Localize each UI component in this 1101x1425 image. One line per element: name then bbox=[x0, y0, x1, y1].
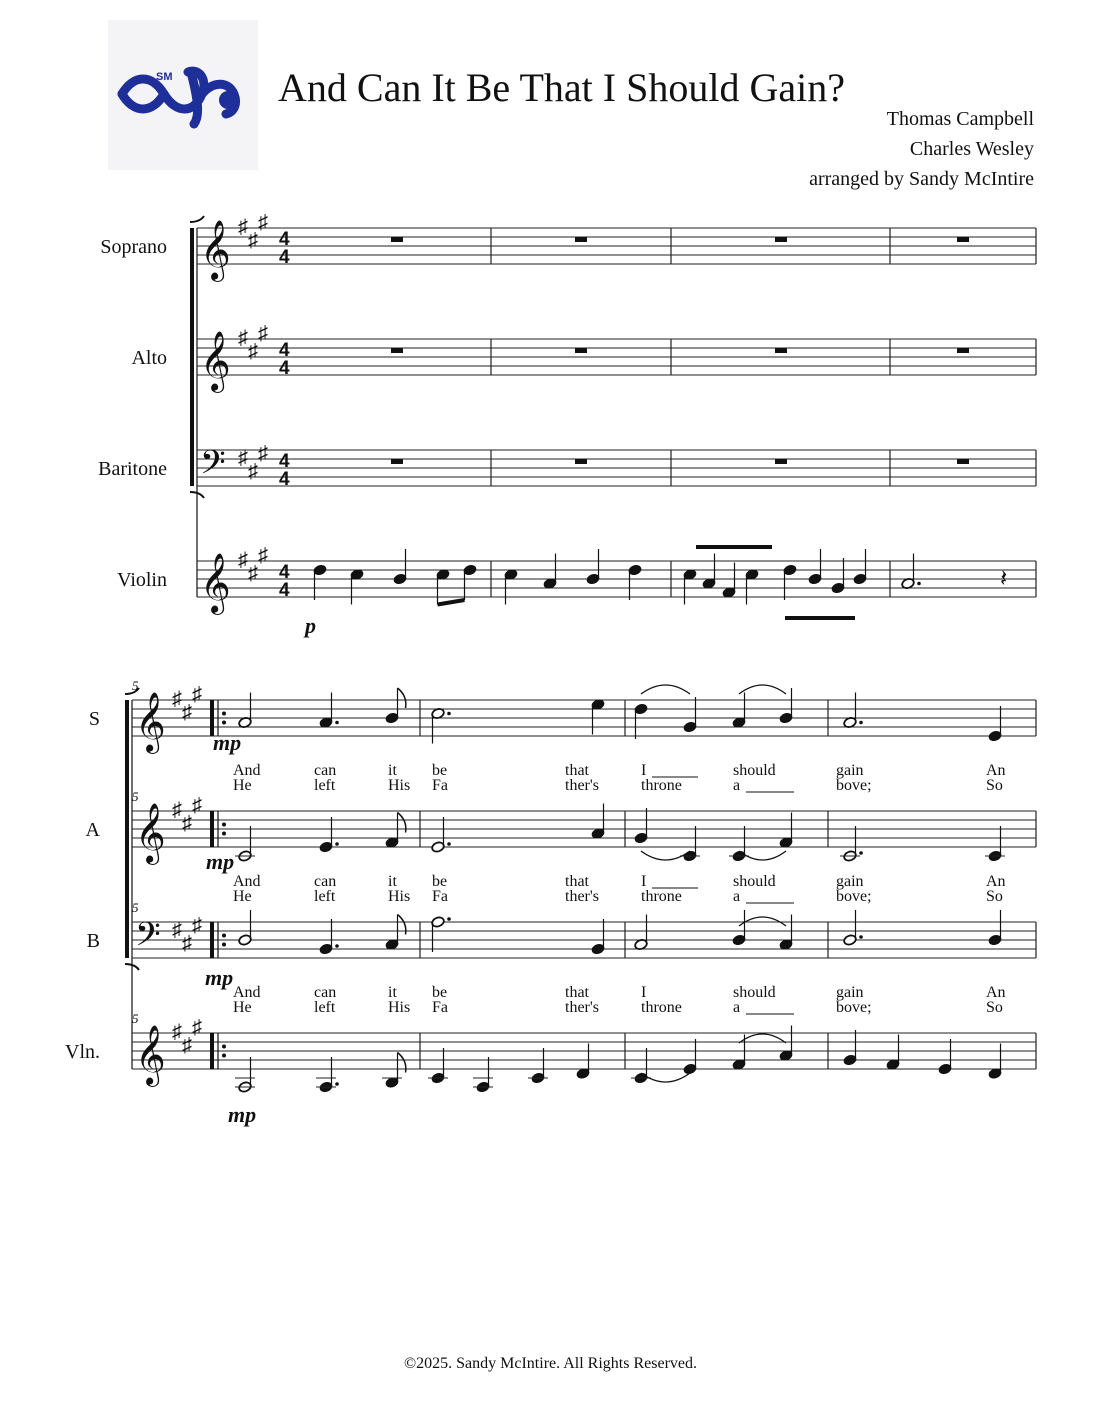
part-abbr-soprano: S bbox=[88, 708, 100, 730]
staff-system1-1 bbox=[197, 339, 1036, 375]
soprano-verse1-syllable: And bbox=[233, 762, 261, 779]
sharp-icon: ♯ bbox=[172, 919, 182, 941]
soprano-verse2-syllable: a bbox=[733, 777, 741, 794]
soprano-verse1-syllable: should bbox=[733, 762, 776, 779]
note bbox=[319, 919, 339, 955]
note bbox=[779, 1026, 793, 1062]
dynamic-marking: mp bbox=[206, 849, 235, 874]
time-signature-bottom: 4 bbox=[279, 358, 290, 379]
whole-rest-icon bbox=[775, 459, 787, 464]
sharp-icon: ♯ bbox=[172, 688, 182, 710]
baritone-verse1-syllable: An bbox=[986, 984, 1006, 1001]
soprano-verse1-syllable: be bbox=[432, 762, 448, 779]
baritone-verse1-syllable: be bbox=[432, 984, 448, 1001]
staff-system2-0 bbox=[132, 700, 1036, 736]
repeat-dot bbox=[222, 943, 226, 947]
note bbox=[634, 915, 648, 951]
sharp-icon: ♯ bbox=[172, 1021, 182, 1043]
soprano-verse1-syllable: it bbox=[388, 762, 397, 779]
alto-verse1-syllable: gain bbox=[836, 873, 864, 890]
note bbox=[319, 693, 339, 729]
time-signature-top: 4 bbox=[279, 562, 290, 583]
alto-verse2-syllable: a bbox=[733, 888, 741, 905]
note bbox=[683, 697, 697, 733]
sharp-icon: ♯ bbox=[192, 683, 202, 706]
note bbox=[732, 910, 746, 946]
alto-verse1-syllable: I bbox=[641, 873, 647, 890]
note bbox=[745, 568, 759, 604]
sharp-icon: ♯ bbox=[238, 327, 248, 349]
note bbox=[783, 564, 797, 600]
bass-clef-icon: 𝄢 bbox=[135, 916, 161, 961]
note bbox=[722, 563, 736, 599]
repeat-dot bbox=[222, 832, 226, 836]
staff-system1-2 bbox=[197, 450, 1036, 486]
soprano-verse1-syllable: that bbox=[565, 762, 589, 779]
note bbox=[634, 703, 648, 739]
alto-verse2-syllable: So bbox=[986, 888, 1003, 905]
note bbox=[779, 813, 793, 849]
whole-rest-icon bbox=[575, 348, 587, 353]
note bbox=[313, 564, 327, 600]
part-abbr-violin: Vln. bbox=[65, 1041, 100, 1063]
sharp-icon: ♯ bbox=[248, 562, 258, 585]
alto-verse2-syllable: He bbox=[233, 888, 252, 905]
note bbox=[238, 910, 252, 946]
note bbox=[431, 916, 451, 952]
time-signature-top: 4 bbox=[279, 229, 290, 250]
note bbox=[680, 826, 700, 862]
alto-verse2-syllable: throne bbox=[641, 888, 682, 905]
note bbox=[431, 707, 451, 743]
note bbox=[886, 1035, 900, 1071]
note bbox=[631, 1048, 651, 1084]
treble-clef-icon: 𝄞 bbox=[200, 222, 231, 279]
dynamic-marking: mp bbox=[205, 965, 234, 990]
whole-rest-icon bbox=[391, 237, 403, 242]
treble-clef-icon: 𝄞 bbox=[200, 555, 231, 612]
sharp-icon: ♯ bbox=[248, 340, 258, 363]
part-name-baritone: Baritone bbox=[98, 458, 167, 480]
soprano-verse2-syllable: ther's bbox=[565, 777, 599, 794]
part-name-violin: Violin bbox=[117, 569, 167, 591]
note bbox=[350, 568, 364, 604]
repeat-dot bbox=[222, 712, 226, 716]
alto-verse1-syllable: should bbox=[733, 873, 776, 890]
baritone-verse1-syllable: And bbox=[233, 984, 261, 1001]
slur bbox=[739, 685, 786, 694]
alto-verse1-syllable: be bbox=[432, 873, 448, 890]
whole-rest-icon bbox=[391, 348, 403, 353]
note bbox=[385, 915, 406, 951]
whole-rest-icon bbox=[391, 459, 403, 464]
note bbox=[628, 564, 642, 600]
whole-rest-icon bbox=[775, 237, 787, 242]
staff-system2-3 bbox=[132, 1033, 1036, 1069]
treble-clef-icon: 𝄞 bbox=[135, 1027, 166, 1084]
note bbox=[238, 693, 252, 729]
baritone-verse2-syllable: Fa bbox=[432, 999, 448, 1016]
baritone-verse2-syllable: left bbox=[314, 999, 336, 1016]
note bbox=[683, 568, 697, 604]
sharp-icon: ♯ bbox=[182, 701, 192, 724]
part-name-alto: Alto bbox=[131, 347, 167, 369]
note bbox=[779, 915, 793, 951]
alto-verse2-syllable: ther's bbox=[565, 888, 599, 905]
slur bbox=[739, 851, 786, 860]
logo-text: SM bbox=[156, 71, 173, 83]
sharp-icon: ♯ bbox=[182, 812, 192, 835]
note bbox=[235, 826, 255, 862]
time-signature-top: 4 bbox=[279, 340, 290, 361]
time-signature-bottom: 4 bbox=[279, 469, 290, 490]
staff-system2-1 bbox=[132, 811, 1036, 847]
slur bbox=[641, 851, 690, 860]
sharp-icon: ♯ bbox=[192, 794, 202, 817]
baritone-verse1-syllable: that bbox=[565, 984, 589, 1001]
note bbox=[382, 1053, 406, 1089]
repeat-dot bbox=[222, 1054, 226, 1058]
baritone-verse2-syllable: So bbox=[986, 999, 1003, 1016]
part-abbr-baritone: B bbox=[86, 930, 100, 952]
measure-number: 5 bbox=[132, 789, 139, 804]
dynamic-marking: mp bbox=[213, 730, 242, 755]
slur bbox=[641, 685, 690, 694]
sharp-icon: ♯ bbox=[182, 1034, 192, 1057]
soprano-verse1-syllable: I bbox=[641, 762, 647, 779]
baritone-verse2-syllable: His bbox=[388, 999, 411, 1016]
copyright-footer: ©2025. Sandy McIntire. All Rights Reserved. bbox=[403, 1355, 697, 1372]
repeat-dot bbox=[222, 721, 226, 725]
note bbox=[385, 688, 406, 724]
slur bbox=[641, 1073, 690, 1082]
note bbox=[853, 549, 867, 585]
note bbox=[729, 826, 749, 862]
sharp-icon: ♯ bbox=[182, 932, 192, 955]
quarter-rest-icon: 𝄽 bbox=[1000, 566, 1008, 592]
baritone-verse2-syllable: throne bbox=[641, 999, 682, 1016]
baritone-verse2-syllable: ther's bbox=[565, 999, 599, 1016]
alto-verse2-syllable: His bbox=[388, 888, 411, 905]
note bbox=[843, 693, 863, 729]
soprano-verse2-syllable: He bbox=[233, 777, 252, 794]
whole-rest-icon bbox=[957, 348, 969, 353]
measure-number: 5 bbox=[132, 678, 139, 693]
note bbox=[988, 706, 1002, 742]
note bbox=[528, 1048, 548, 1084]
note bbox=[428, 1048, 448, 1084]
note bbox=[988, 1044, 1002, 1080]
alto-verse2-syllable: Fa bbox=[432, 888, 448, 905]
whole-rest-icon bbox=[957, 459, 969, 464]
alto-verse1-syllable: An bbox=[986, 873, 1006, 890]
soprano-verse1-syllable: gain bbox=[836, 762, 864, 779]
measure-number: 5 bbox=[132, 1011, 139, 1026]
staff-system2-2 bbox=[132, 922, 1036, 958]
sharp-icon: ♯ bbox=[258, 442, 268, 465]
soprano-verse1-syllable: can bbox=[314, 762, 337, 779]
note bbox=[808, 549, 822, 585]
staff-system1-0 bbox=[197, 228, 1036, 264]
alto-verse2-syllable: left bbox=[314, 888, 336, 905]
note bbox=[840, 826, 863, 862]
note bbox=[732, 693, 746, 729]
measure-number: 5 bbox=[132, 900, 139, 915]
note bbox=[591, 698, 605, 734]
whole-rest-icon bbox=[775, 348, 787, 353]
sharp-icon: ♯ bbox=[238, 549, 248, 571]
note bbox=[235, 1057, 255, 1093]
note bbox=[586, 549, 600, 585]
note bbox=[901, 554, 921, 590]
soprano-verse2-syllable: Fa bbox=[432, 777, 448, 794]
note bbox=[985, 826, 1005, 862]
part-name-soprano: Soprano bbox=[100, 236, 167, 258]
note bbox=[431, 817, 451, 853]
dynamic-marking: mp bbox=[228, 1102, 257, 1127]
arranger-credit: arranged by Sandy McIntire bbox=[809, 168, 1034, 190]
baritone-verse1-syllable: I bbox=[641, 984, 647, 1001]
repeat-dot bbox=[222, 823, 226, 827]
note bbox=[316, 1057, 339, 1093]
sharp-icon: ♯ bbox=[192, 914, 202, 937]
whole-rest-icon bbox=[575, 237, 587, 242]
song-title: And Can It Be That I Should Gain? bbox=[278, 65, 845, 110]
note bbox=[319, 817, 339, 853]
alto-verse1-syllable: can bbox=[314, 873, 337, 890]
note bbox=[843, 910, 863, 946]
alto-verse1-syllable: it bbox=[388, 873, 397, 890]
whole-rest-icon bbox=[957, 237, 969, 242]
beam bbox=[438, 600, 465, 605]
note bbox=[385, 813, 406, 849]
note bbox=[504, 568, 518, 604]
note bbox=[702, 554, 716, 590]
treble-clef-icon: 𝄞 bbox=[135, 694, 166, 751]
note bbox=[634, 808, 648, 844]
baritone-verse2-syllable: bove; bbox=[836, 999, 872, 1016]
note bbox=[436, 568, 450, 604]
sharp-icon: ♯ bbox=[248, 460, 258, 483]
sharp-icon: ♯ bbox=[258, 544, 268, 567]
soprano-verse2-syllable: So bbox=[986, 777, 1003, 794]
sharp-icon: ♯ bbox=[192, 1016, 202, 1039]
soprano-verse1-syllable: An bbox=[986, 762, 1006, 779]
whole-rest-icon bbox=[575, 459, 587, 464]
note bbox=[463, 564, 477, 600]
time-signature-bottom: 4 bbox=[279, 247, 290, 268]
note bbox=[591, 804, 605, 840]
bass-clef-icon: 𝄢 bbox=[200, 444, 226, 489]
note bbox=[393, 549, 407, 585]
note bbox=[988, 910, 1002, 946]
soprano-verse2-syllable: left bbox=[314, 777, 336, 794]
treble-clef-icon: 𝄞 bbox=[200, 333, 231, 390]
repeat-dot bbox=[222, 934, 226, 938]
part-abbr-alto: A bbox=[85, 819, 100, 841]
alto-verse1-syllable: And bbox=[233, 873, 261, 890]
alto-verse2-syllable: bove; bbox=[836, 888, 872, 905]
sharp-icon: ♯ bbox=[248, 229, 258, 252]
treble-clef-icon: 𝄞 bbox=[135, 805, 166, 862]
soprano-verse2-syllable: throne bbox=[641, 777, 682, 794]
lyricist-credit: Charles Wesley bbox=[909, 138, 1034, 160]
time-signature-bottom: 4 bbox=[279, 580, 290, 601]
note bbox=[843, 1030, 857, 1066]
sharp-icon: ♯ bbox=[238, 216, 248, 238]
composer-credit: Thomas Campbell bbox=[886, 108, 1034, 130]
soprano-verse2-syllable: bove; bbox=[836, 777, 872, 794]
baritone-verse1-syllable: should bbox=[733, 984, 776, 1001]
baritone-verse2-syllable: He bbox=[233, 999, 252, 1016]
sharp-icon: ♯ bbox=[258, 211, 268, 234]
note bbox=[576, 1044, 590, 1080]
note bbox=[591, 919, 605, 955]
dynamic-marking: p bbox=[305, 613, 316, 638]
alto-verse1-syllable: that bbox=[565, 873, 589, 890]
baritone-verse2-syllable: a bbox=[733, 999, 741, 1016]
note bbox=[938, 1039, 952, 1075]
sharp-icon: ♯ bbox=[172, 799, 182, 821]
baritone-verse1-syllable: it bbox=[388, 984, 397, 1001]
note bbox=[473, 1057, 493, 1093]
note bbox=[831, 558, 845, 594]
baritone-verse1-syllable: can bbox=[314, 984, 337, 1001]
soprano-verse2-syllable: His bbox=[388, 777, 411, 794]
baritone-verse1-syllable: gain bbox=[836, 984, 864, 1001]
time-signature-top: 4 bbox=[279, 451, 290, 472]
sharp-icon: ♯ bbox=[258, 322, 268, 345]
sharp-icon: ♯ bbox=[238, 447, 248, 469]
repeat-dot bbox=[222, 1045, 226, 1049]
note bbox=[683, 1039, 697, 1075]
note bbox=[543, 554, 557, 590]
